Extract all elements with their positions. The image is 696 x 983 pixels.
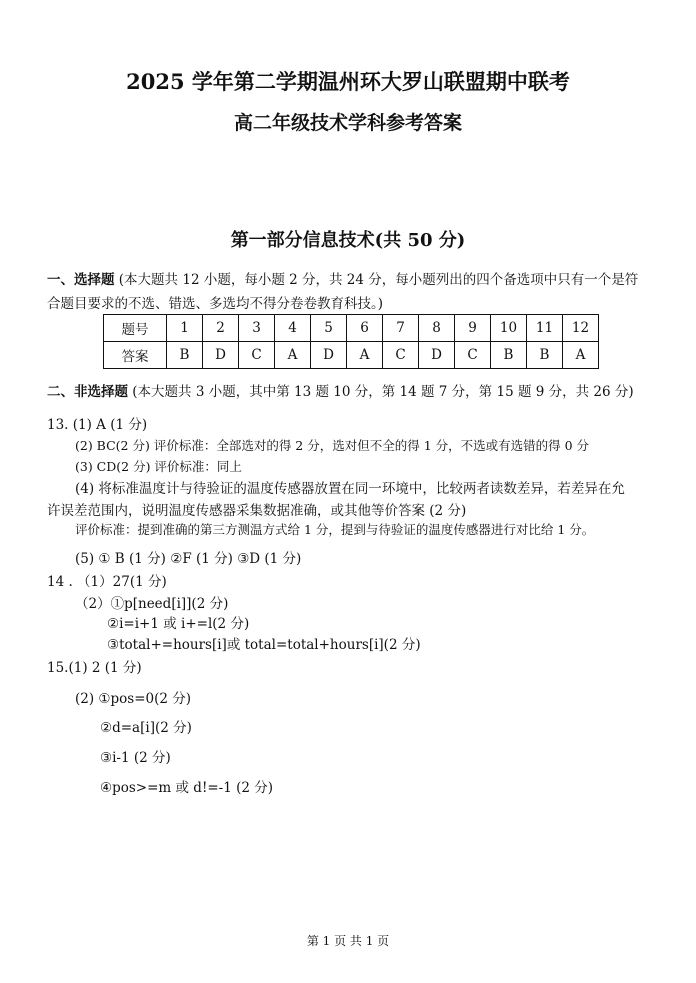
q15-line2: (2) ①pos=0(2 分) <box>75 691 192 707</box>
q15-line5: ④pos>=m 或 d!=-1 (2 分) <box>100 780 274 796</box>
answer-table <box>103 314 599 369</box>
table-row-answers <box>104 342 599 369</box>
exam-title: 2025 学年第二学期温州环大罗山联盟期中联考 <box>126 69 570 94</box>
q13-line4c: 评价标准：提到准确的第三方测温方式给 1 分，提到与待验证的温度传感器进行对比给 1 分。 <box>75 522 595 537</box>
table-header-number: 题号 <box>104 315 167 342</box>
q14-line4: ③total+=hours[i]或 total=total+hours[i](2 分) <box>107 637 421 653</box>
question-number: 6 <box>347 315 383 342</box>
q15-line3: ②d=a[i](2 分) <box>100 720 192 736</box>
answer-cell: A <box>275 342 311 369</box>
answer-cell: D <box>311 342 347 369</box>
question-number: 3 <box>239 315 275 342</box>
answer-cell: B <box>167 342 203 369</box>
question-number: 9 <box>455 315 491 342</box>
section1-desc-line2: 合题目要求的不选、错选、多选均不得分卷卷教育科技。) <box>47 296 384 312</box>
section2-desc: (本大题共 3 小题，其中第 13 题 10 分，第 14 题 7 分，第 15 题 9 分，共 26 分) <box>128 384 634 400</box>
q13-line5: (5) ① B (1 分) ②F (1 分) ③D (1 分) <box>75 551 302 567</box>
answer-cell: D <box>419 342 455 369</box>
question-number: 8 <box>419 315 455 342</box>
question-number: 12 <box>563 315 599 342</box>
table-header-answer: 答案 <box>104 342 167 369</box>
table-row-numbers <box>104 315 599 342</box>
question-number: 7 <box>383 315 419 342</box>
answer-cell: D <box>203 342 239 369</box>
question-number: 10 <box>491 315 527 342</box>
answer-cell: A <box>563 342 599 369</box>
question-number: 4 <box>275 315 311 342</box>
section2-label: 二、非选择题 <box>47 384 128 400</box>
part1-heading: 第一部分信息技术(共 50 分) <box>230 230 466 251</box>
q13-line4a: (4) 将标准温度计与待验证的温度传感器放置在同一环境中，比较两者读数差异，若差异在允 <box>75 481 625 497</box>
answer-cell: B <box>491 342 527 369</box>
section1-intro <box>47 268 638 288</box>
question-number: 5 <box>311 315 347 342</box>
question-number: 2 <box>203 315 239 342</box>
q13-line1: 13. (1) A (1 分) <box>47 417 148 433</box>
answer-cell: B <box>527 342 563 369</box>
answer-cell: C <box>383 342 419 369</box>
q13-line3: (3) CD(2 分) 评价标准：同上 <box>75 459 242 474</box>
question-number: 11 <box>527 315 563 342</box>
section1-desc-line1: (本大题共 12 小题，每小题 2 分，共 24 分，每小题列出的四个备选项中只有一个是符 <box>114 272 639 288</box>
q13-line2: (2) BC(2 分) 评价标准：全部选对的得 2 分，选对但不全的得 1 分，不选或有选错的得 0 分 <box>75 438 590 453</box>
q13-line4b: 许误差范围内，说明温度传感器采集数据准确，或其他等价答案 (2 分) <box>47 503 467 519</box>
section1-label: 一、选择题 <box>47 272 115 288</box>
q15-line1: 15.(1) 2 (1 分) <box>47 660 142 676</box>
exam-subtitle: 高二年级技术学科参考答案 <box>233 112 462 134</box>
section2-intro <box>47 380 634 400</box>
q14-line2: （2）①p[need[i]](2 分) <box>75 596 229 612</box>
answer-cell: A <box>347 342 383 369</box>
answer-cell: C <box>239 342 275 369</box>
page-footer: 第 1 页 共 1 页 <box>306 934 390 948</box>
q15-line4: ③i-1 (2 分) <box>100 750 171 766</box>
q14-line3: ②i=i+1 或 i+=l(2 分) <box>107 616 250 632</box>
answer-cell: C <box>455 342 491 369</box>
q14-line1: 14 . （1）27(1 分) <box>47 574 167 590</box>
question-number: 1 <box>167 315 203 342</box>
